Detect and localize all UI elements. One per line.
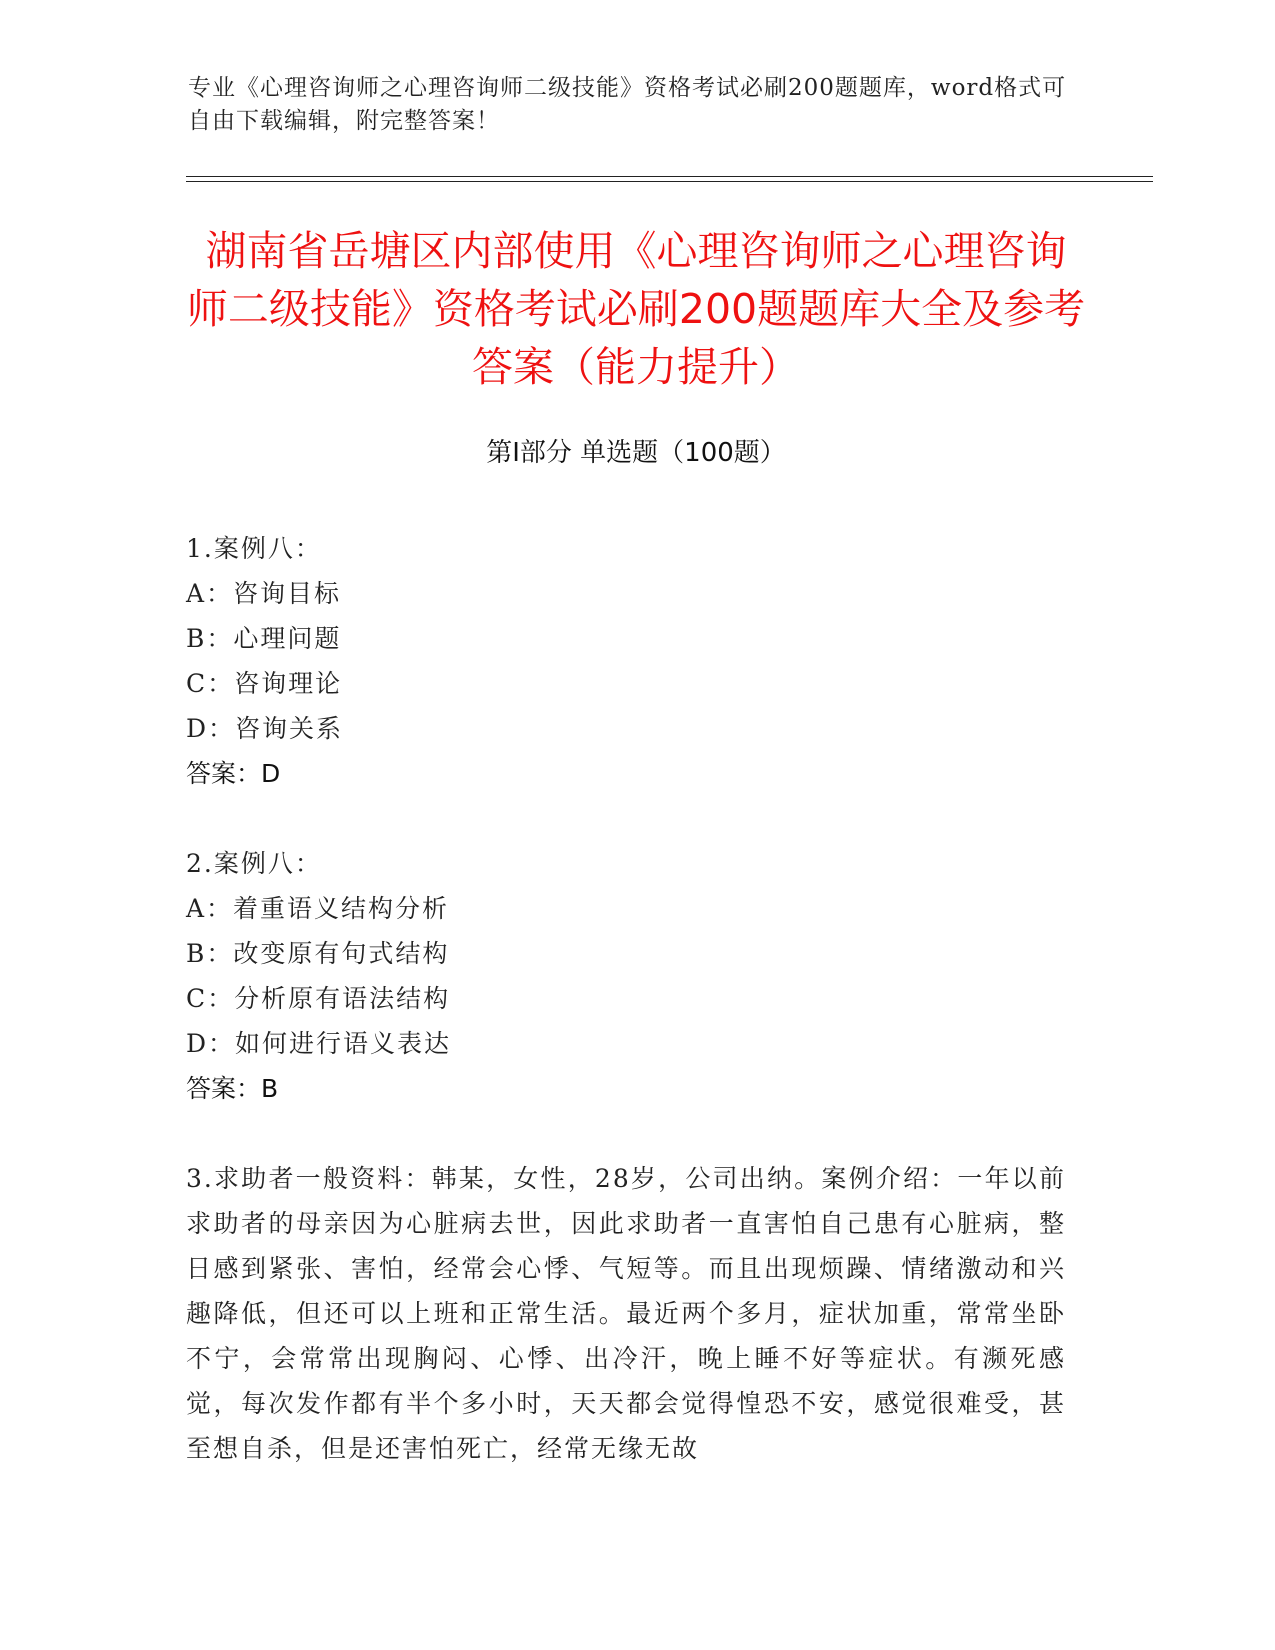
question-list [186, 526, 1066, 1471]
question-answer: 答案：D [186, 759, 281, 788]
question-option: A：咨询目标 [186, 579, 342, 608]
question-option: B：心理问题 [186, 624, 342, 653]
question-item [186, 841, 1066, 1111]
question-stem: 2.案例八： [186, 849, 322, 878]
header-divider-line [186, 176, 1153, 177]
question-option: B：改变原有句式结构 [186, 939, 450, 968]
header-divider-line-secondary [186, 181, 1153, 182]
question-option: D：如何进行语义表达 [186, 1029, 452, 1058]
document-title: 湖南省岳塘区内部使用《心理咨询师之心理咨询师二级技能》资格考试必刷200题题库大全及参考答案（能力提升） [186, 227, 1086, 391]
question-option: C：分析原有语法结构 [186, 984, 451, 1013]
question-option: A：着重语义结构分析 [186, 894, 450, 923]
header-note: 专业《心理咨询师之心理咨询师二级技能》资格考试必刷200题题库，word格式可自由下载编辑，附完整答案！ [188, 75, 1067, 134]
question-option: C：咨询理论 [186, 669, 343, 698]
question-item [186, 526, 1066, 796]
section-heading: 第I部分 单选题（100题） [486, 438, 786, 468]
question-option: D：咨询关系 [186, 714, 344, 743]
question-stem: 1.案例八： [186, 534, 322, 563]
question-answer: 答案：B [186, 1074, 279, 1103]
question-3-text: 3.求助者一般资料：韩某，女性，28岁，公司出纳。案例介绍：一年以前求助者的母亲因为心脏病去世，因此求助者一直害怕自己患有心脏病，整日感到紧张、害怕，经常会心悸、气短等。而且出现烦躁、情绪激动和兴趣降低，但还可以上班和正常生活。最近两个多月，症状加重，常常坐卧不宁，会常常出现胸闷、心悸、出冷汗，晚上睡不好等症状。有濒死感觉，每次发作都有半个多小时，天天都会觉得惶恐不安，感觉很难受，甚至想自杀，但是还害怕死亡，经常无缘无故 [186, 1164, 1066, 1463]
